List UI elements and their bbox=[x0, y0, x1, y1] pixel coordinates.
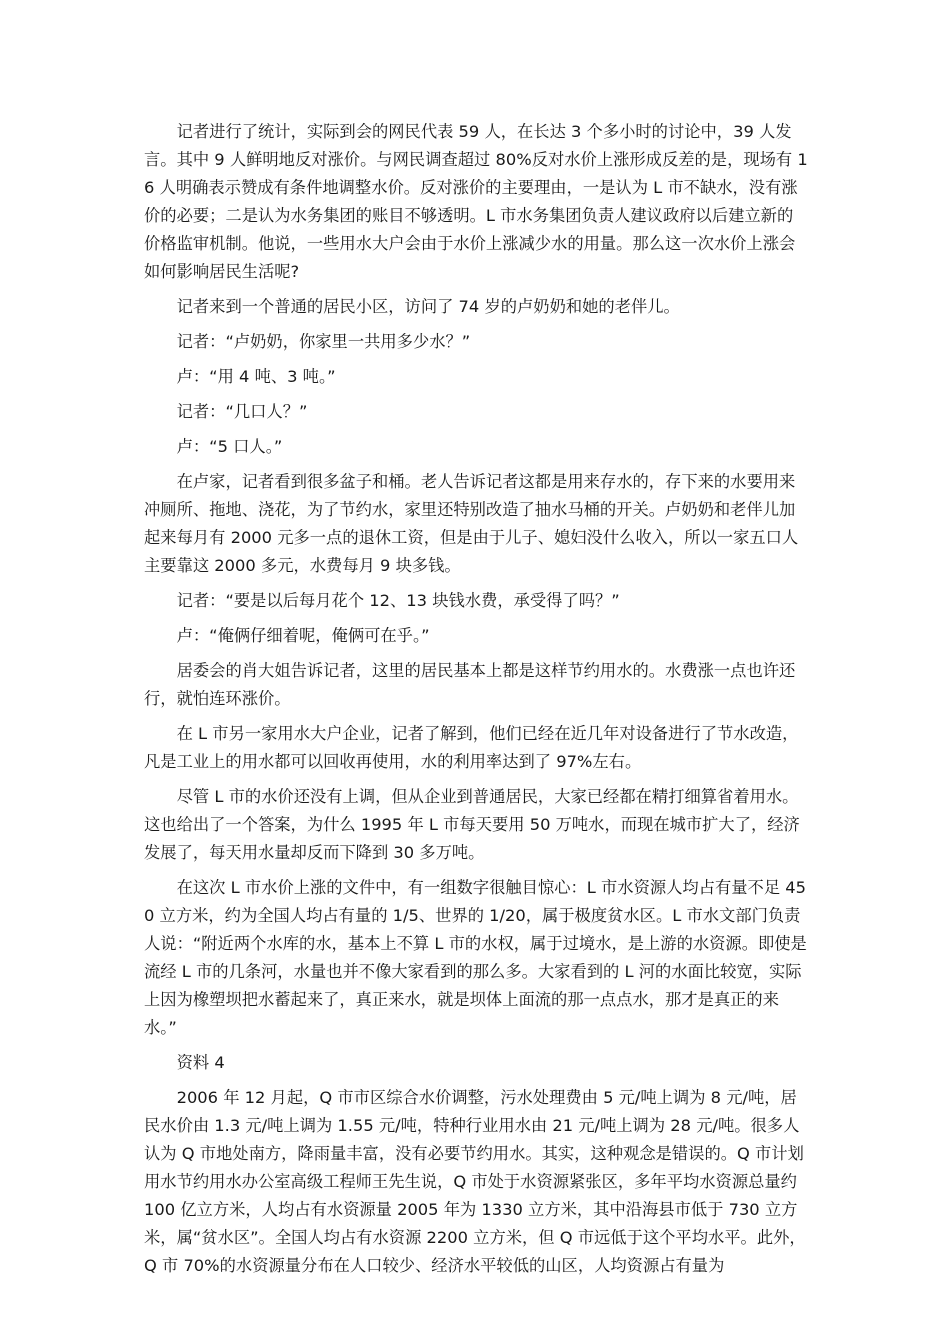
paragraph-enterprise: 在 L 市另一家用水大户企业，记者了解到，他们已经在近几年对设备进行了节水改造，凡是工业上的用水都可以回收再使用，水的利用率达到了 97%左右。 bbox=[144, 724, 799, 771]
paragraph-water-resources: 在这次 L 市水价上涨的文件中，有一组数字很触目惊心：L 市水资源人均占有量不足 450 立方米，约为全国人均占有量的 1/5、世界的 1/20，属于极度贫水区。L 市水文部门负责人说：“附近两个水库的水，基本上不算 L 市的水权，属于过境水，是上游的水资源。即使是流经 L 市的几条河，水量也并不像大家看到的那么多。大家看到的 L 河的水面比较宽，实际上因为橡塑坝把水蓄起来了，真正来水，就是坝体上面流的那一点点水，那才是真正的来水。” bbox=[144, 878, 807, 1037]
paragraph-statistics: 记者进行了统计，实际到会的网民代表 59 人，在长达 3 个多小时的讨论中，39 人发言。其中 9 人鲜明地反对涨价。与网民调查超过 80%反对水价上涨形成反差的是，现场有 16 人明确表示赞成有条件地调整水价。反对涨价的主要理由，一是认为 L 市不缺水，没有涨价的必要；二是认为水务集团的账目不够透明。L 市水务集团负责人建议政府以后建立新的价格监审机制。他说，一些用水大户会由于水价上涨减少水的用量。那么这一次水价上涨会如何影响居民生活呢? bbox=[144, 122, 808, 281]
dialog-line-reporter-2: 记者：“几口人？” bbox=[176, 402, 308, 421]
paragraph-neighborhood-committee: 居委会的肖大姐告诉记者，这里的居民基本上都是这样节约用水的。水费涨一点也许还行，就怕连环涨价。 bbox=[144, 661, 796, 708]
dialog-line-reporter-3: 记者：“要是以后每月花个 12、13 块钱水费，承受得了吗？” bbox=[176, 591, 620, 610]
paragraph-water-saving: 尽管 L 市的水价还没有上调，但从企业到普通居民，大家已经都在精打细算省着用水。这也给出了一个答案，为什么 1995 年 L 市每天要用 50 万吨水，而现在城市扩大了，经济发展了，每天用水量却反而下降到 30 多万吨。 bbox=[144, 787, 800, 862]
paragraph-q-city-pricing: 2006 年 12 月起，Q 市市区综合水价调整，污水处理费由 5 元/吨上调为 8 元/吨，居民水价由 1.3 元/吨上调为 1.55 元/吨，特种行业用水由 21 元/吨上调为 28 元/吨。很多人认为 Q 市地处南方，降雨量丰富，没有必要节约用水。其实，这种观念是错误的。Q 市计划用水节约用水办公室高级工程师王先生说，Q 市处于水资源紧张区，多年平均水资源总量约 100 亿立方米，人均占有水资源量 2005 年为 1330 立方米，其中沿海县市低于 730 立方米，属“贫水区”。全国人均占有水资源 2200 立方米，但 Q 市远低于这个平均水平。此外，Q 市 70%的水资源量分布在人口较少、经济水平较低的山区，人均资源占有量为 bbox=[144, 1088, 806, 1275]
paragraph-lu-household: 在卢家，记者看到很多盆子和桶。老人告诉记者这都是用来存水的，存下来的水要用来冲厕所、拖地、浇花，为了节约水，家里还特别改造了抽水马桶的开关。卢奶奶和老伴儿加起来每月有 2000 元多一点的退休工资，但是由于儿子、媳妇没什么收入，所以一家五口人主要靠这 2000 多元，水费每月 9 块多钱。 bbox=[144, 472, 799, 575]
document-page bbox=[144, 118, 808, 1287]
dialog-line-lu-3: 卢：“俺俩仔细着呢，俺俩可在乎。” bbox=[176, 626, 430, 645]
dialog-line-reporter-1: 记者：“卢奶奶，你家里一共用多少水？” bbox=[176, 332, 471, 351]
section-heading-material-4: 资料 4 bbox=[176, 1053, 225, 1072]
dialog-line-lu-2: 卢：“5 口人。” bbox=[176, 437, 283, 456]
dialog-line-lu-1: 卢：“用 4 吨、3 吨。” bbox=[176, 367, 336, 386]
paragraph-visit-intro: 记者来到一个普通的居民小区，访问了 74 岁的卢奶奶和她的老伴儿。 bbox=[176, 297, 680, 316]
